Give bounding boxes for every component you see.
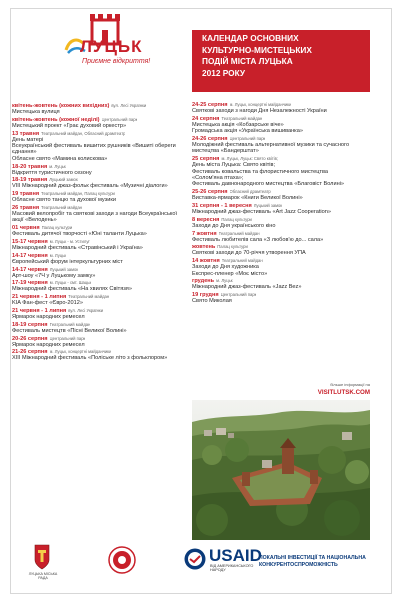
event-item — [12, 267, 180, 279]
title-line-1: КАЛЕНДАР ОСНОВНИХ — [202, 33, 299, 43]
event-item — [12, 225, 180, 237]
event-date: 18-19 серпня — [12, 321, 48, 328]
event-item — [192, 217, 360, 229]
event-venue: м. Луцьк, Луцьк: Свято квітів; — [221, 156, 278, 162]
event-item — [192, 292, 360, 304]
event-venue: Театральний майдан — [218, 230, 260, 236]
title-line-4: 2012 РОКУ — [202, 67, 246, 78]
event-title: Ярмарок народних ремесел — [12, 313, 85, 320]
event-title: Молодіжний фестиваль альтернативної музики та сучасного мистецтва «Бандерштат» — [192, 142, 350, 155]
usaid-seal-icon — [184, 548, 206, 570]
event-item — [12, 349, 180, 361]
event-venue: Театральний майдан, Обласний драмтеатр — [41, 130, 126, 136]
event-venue: Обласний драмтеатр — [229, 189, 271, 195]
city-coat-of-arms-icon — [34, 544, 50, 570]
event-item — [12, 117, 180, 129]
website-link[interactable]: VISITLUTSK.COM — [317, 389, 370, 396]
event-date: 17-19 червня — [12, 280, 48, 287]
event-date: 15-17 червня — [12, 239, 48, 245]
event-date: 26 травня — [12, 205, 40, 211]
event-venue: Театральний майдан — [41, 205, 82, 210]
event-date: 25 серпня — [192, 156, 220, 163]
event-date: квітень-жовтень (кожної неділі) — [12, 116, 100, 123]
event-date: 21-26 серпня — [12, 349, 48, 356]
event-venue: Палац культури — [217, 244, 248, 250]
event-venue: м. Луцьк — [49, 252, 67, 258]
events-column-right — [192, 102, 360, 306]
event-item — [12, 253, 180, 265]
event-venue: м. Луцьк - м. Устилуг — [49, 239, 90, 244]
event-item — [192, 231, 360, 243]
event-title: Свято Миколая — [192, 298, 232, 305]
event-venue: Палац культури — [41, 225, 73, 231]
event-item — [12, 177, 180, 189]
event-title: VIII Міжнародний джаз-фольк фестиваль «Музичні діалоги» — [12, 183, 168, 190]
event-title: Святкові заходи з нагоди Дня Незалежності України — [192, 108, 327, 114]
event-item — [12, 336, 180, 348]
lutsk-logo — [12, 10, 182, 76]
event-date: 7 жовтня — [192, 230, 217, 237]
event-title: Обласне свято танцю та духової музики — [12, 197, 116, 204]
event-venue: м. Луцьк — [216, 278, 233, 284]
event-venue: м. Луцьк, концертні майданчики — [49, 349, 112, 355]
event-title: Міжнародний фестиваль «Стравінський і Україна» — [12, 245, 143, 251]
event-title: День матері Всеукраїнський фестиваль вишитих рушників «Вишиті обереги єднання» Обласне свято «Мамина колискова» — [12, 136, 176, 162]
event-title: Масовий велопробіг та святкові заходи з нагоди Всеукраїнської акції «Велодень» — [12, 211, 178, 224]
event-item — [192, 136, 360, 155]
city-aerial-photo — [192, 400, 370, 540]
event-item — [192, 278, 360, 290]
event-title: Виставка-ярмарок «Книги Великої Волині» — [192, 195, 303, 202]
event-title: Святкові заходи до 70-річчя утворення УПА — [192, 250, 306, 257]
logo-wordmark: ЛУЦЬК — [80, 37, 143, 56]
event-venue: Театральний майдан — [68, 294, 110, 300]
event-date: 8 вересня — [192, 216, 220, 223]
event-date: 31 серпня - 1 вересня — [192, 203, 252, 210]
event-date: 24 серпня — [192, 115, 220, 122]
event-date: 24-26 серпня — [192, 136, 228, 142]
event-date: 14 жовтня — [192, 258, 220, 265]
event-date: 13 травня — [12, 130, 40, 137]
event-venue: Центральний парк — [229, 136, 266, 141]
aerial-photo-image — [192, 400, 370, 540]
event-item — [12, 131, 180, 163]
event-item — [192, 116, 360, 135]
event-item — [192, 189, 360, 201]
event-date: квітень-жовтень (кожних вихідних) — [12, 103, 110, 109]
event-item — [192, 244, 360, 256]
event-date: 18-20 травня — [12, 163, 48, 170]
event-date: 19 грудня — [192, 292, 219, 299]
events-column-left — [12, 103, 180, 363]
event-date: 21 червня - 1 липня — [12, 294, 67, 301]
round-emblem-icon — [108, 546, 136, 574]
event-title: Міжнародний джаз-фестиваль «Jazz Bez» — [192, 284, 302, 291]
event-venue: Театральний майдан, Палац культури — [41, 191, 115, 197]
event-date: 14-17 червня — [12, 252, 48, 259]
logo-slogan: Приємне відкриття! — [82, 58, 151, 65]
usaid-subtitle: ВІД АМЕРИКАНСЬКОГО НАРОДУ — [210, 564, 254, 572]
event-venue: Луцький замок — [49, 266, 79, 272]
event-date: 20-26 серпня — [12, 335, 48, 342]
event-title: Фестиваль дитячої творчості «Юні таланти Луцька» — [12, 231, 147, 238]
event-item — [192, 156, 360, 188]
event-title: Мистецький проект «Грає духовий оркестр» — [12, 122, 127, 129]
event-venue: Луцький замок — [49, 177, 78, 183]
event-item — [12, 103, 180, 115]
event-venue: Центральний парк — [49, 335, 86, 341]
event-date: 24-25 серпня — [192, 102, 228, 108]
event-item — [192, 102, 360, 114]
event-title: Міжнародний фестиваль «На хвилях Світязя» — [12, 286, 132, 293]
event-title: Мистецька акція «Кобзарське віче» Громадська акція «Українська вишиванка» — [192, 121, 303, 135]
event-title: Заходи до Дня українського кіно — [192, 222, 276, 229]
event-date: 01 червня — [12, 225, 40, 232]
event-title: Мистецька вулиця — [12, 109, 60, 115]
event-date: 25-26 серпня — [192, 189, 228, 196]
event-item — [192, 258, 360, 277]
event-item — [192, 203, 360, 215]
event-title: Ярмарок народних ремесел — [12, 341, 85, 348]
event-venue: Центральний парк — [101, 116, 138, 122]
event-venue: Палац культури — [221, 216, 252, 222]
usaid-wordmark: USAID — [209, 546, 262, 565]
event-title: Арт-шоу «7Ч у Луцькому замку» — [12, 272, 96, 279]
event-venue: Театральний майдан — [221, 115, 263, 121]
title-line-2: КУЛЬТУРНО-МИСТЕЦЬКИХ — [202, 44, 312, 55]
event-title: Фестиваль мистецтв «Пісні Великої Волині» — [12, 327, 127, 334]
calendar-title — [192, 30, 370, 92]
event-item — [12, 205, 180, 224]
event-date: 21 червня - 1 липня — [12, 307, 67, 314]
event-venue: м. Луцьк — [49, 163, 66, 169]
event-item — [12, 191, 180, 203]
event-date: 19 травня — [12, 191, 40, 198]
event-item — [12, 239, 180, 251]
event-venue: м. Луцьк, концертні майданчики — [229, 102, 292, 107]
title-line-3: ПОДІЙ МІСТА ЛУЦЬКА — [202, 56, 293, 66]
event-title: Заходи до Дня художника Експрес-пленер «Моє місто» — [192, 264, 268, 277]
event-venue: м. Луцьк - смт. Шацьк — [49, 280, 92, 286]
event-date: 18-19 травня — [12, 177, 48, 184]
crest-label: ЛУЦЬКА МІСЬКА РАДА — [28, 572, 58, 580]
event-title: Відкриття туристичного сезону — [12, 169, 92, 176]
event-title: Європейський форум інтеркультурних міст — [12, 258, 123, 265]
event-title: День міста Луцька: Свято квітів; Фестиваль ковальства та флористичного мистецтва «Солом'яна птаха»; Фестиваль давнонародного мистецтва «Благовіст Волині» — [192, 162, 345, 188]
event-venue: вул. Лесі Українки — [111, 103, 147, 108]
event-item — [12, 294, 180, 306]
more-info-label: більше інформації на — [330, 382, 370, 387]
event-item — [12, 164, 180, 176]
event-item — [12, 280, 180, 292]
event-date: жовтень — [192, 244, 216, 251]
event-date: грудень — [192, 278, 215, 285]
event-title: Фестиваль любителів сала «З любов'ю до... сала» — [192, 236, 324, 243]
event-item — [12, 322, 180, 334]
event-date: 14-17 червня — [12, 266, 48, 273]
event-venue: Центральний парк — [220, 292, 257, 298]
event-venue: вул. Лесі Українки — [68, 307, 104, 313]
event-title: Міжнародний джаз-фестиваль «Art Jazz Cooperation» — [192, 209, 331, 216]
partner-program-name: ЛОКАЛЬНІ ІНВЕСТИЦІЇ ТА НАЦІОНАЛЬНА КОНКУРЕНТОСПРОМОЖНІСТЬ — [259, 555, 366, 568]
event-title: KIA Фан-фест «Євро-2012» — [12, 300, 83, 307]
event-venue: Театральний майдан — [49, 321, 91, 327]
event-title: XIII Міжнародний фестиваль «Поліське літо з фольклором» — [12, 355, 168, 362]
event-item — [12, 308, 180, 320]
event-venue: Луцький замок — [253, 203, 283, 209]
sponsor-logos — [12, 542, 382, 590]
event-venue: Театральний майдан — [221, 258, 263, 264]
